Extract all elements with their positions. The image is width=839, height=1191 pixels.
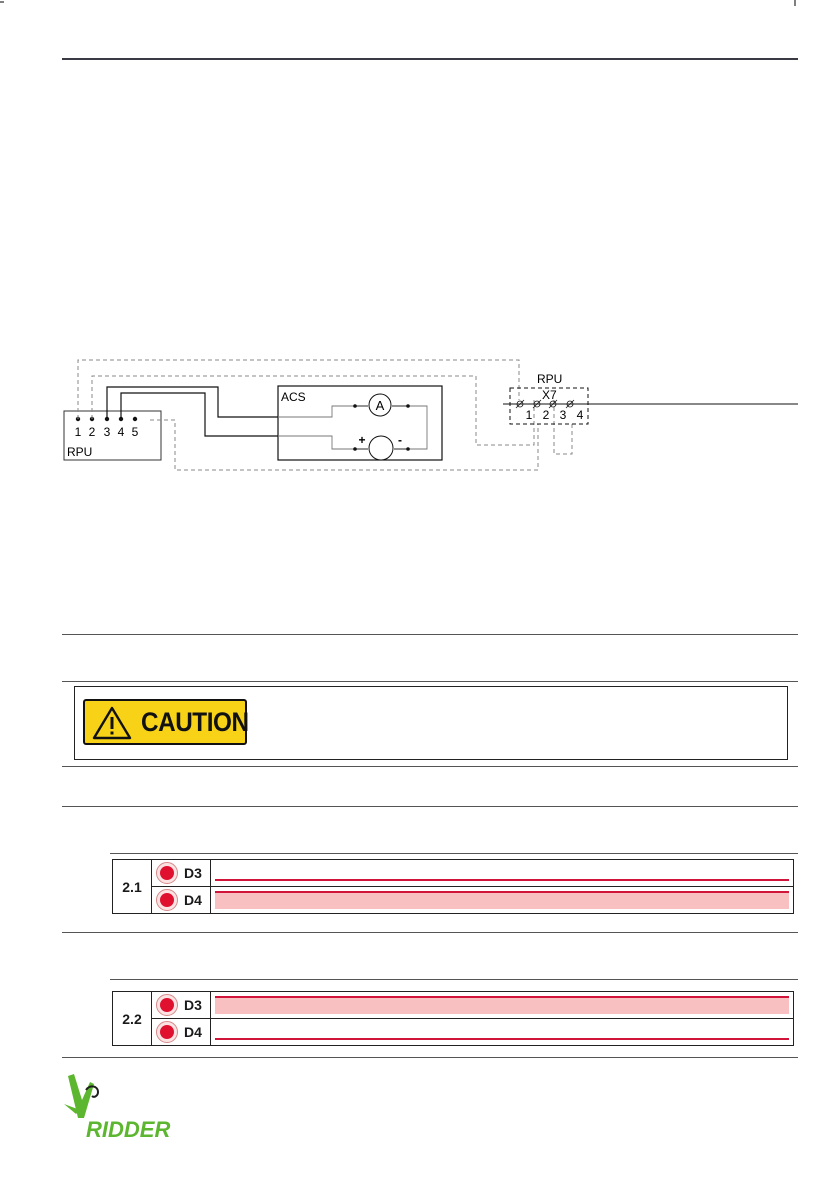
section-rule-2 (62, 681, 798, 682)
section-rule-6 (62, 1057, 798, 1058)
wiring-diagram (60, 352, 805, 480)
right-pin-3: 3 (559, 408, 567, 422)
right-pin-2: 2 (542, 408, 550, 422)
section-rule-4 (62, 806, 798, 807)
table-row (113, 1019, 794, 1046)
table-row (113, 992, 794, 1019)
led-state-bar (211, 887, 794, 914)
left-pin-4: 4 (117, 425, 125, 439)
warning-triangle-icon (91, 705, 133, 741)
led-icon (156, 994, 178, 1016)
table-top-rule-1 (110, 853, 798, 854)
x7-label: X7 (542, 388, 557, 402)
caution-text: CAUTION (141, 707, 249, 737)
led-state-bar (211, 992, 794, 1019)
section-rule-1 (62, 634, 798, 635)
crop-marks (0, 0, 839, 60)
right-pin-4: 4 (576, 408, 584, 422)
right-rpu-label: RPU (537, 372, 563, 386)
left-pin-2: 2 (88, 425, 96, 439)
step-number: 2.2 (113, 992, 152, 1046)
led-name: D3 (184, 865, 202, 881)
led-name: D3 (184, 997, 202, 1013)
section-rule-3 (62, 766, 798, 767)
table-row (113, 887, 794, 914)
acs-label: ACS (281, 390, 306, 404)
section-rule-5 (62, 932, 798, 933)
left-rpu-label: RPU (67, 445, 93, 459)
led-icon (156, 862, 178, 884)
logo-text: RIDDER (86, 1117, 171, 1142)
table-row (113, 860, 794, 887)
left-pin-3: 3 (103, 425, 111, 439)
source-minus: - (398, 433, 402, 447)
caution-box (74, 686, 788, 760)
caution-label (83, 699, 247, 745)
left-pin-5: 5 (131, 425, 139, 439)
led-state-bar (211, 860, 794, 887)
led-icon (156, 889, 178, 911)
led-name: D4 (184, 892, 202, 908)
step-number: 2.1 (113, 860, 152, 914)
led-name: D4 (184, 1024, 202, 1040)
header-rule (62, 58, 798, 60)
ammeter-label: A (375, 398, 385, 413)
right-pin-1: 1 (525, 408, 533, 422)
left-pin-1: 1 (74, 425, 82, 439)
led-state-bar (211, 1019, 794, 1046)
table-top-rule-2 (110, 979, 798, 980)
source-plus: + (358, 433, 366, 447)
source-symbol (369, 436, 393, 460)
led-table-2-2 (112, 991, 794, 1046)
ridder-logo (60, 1070, 185, 1142)
led-icon (156, 1021, 178, 1043)
led-table-2-1 (112, 859, 794, 914)
